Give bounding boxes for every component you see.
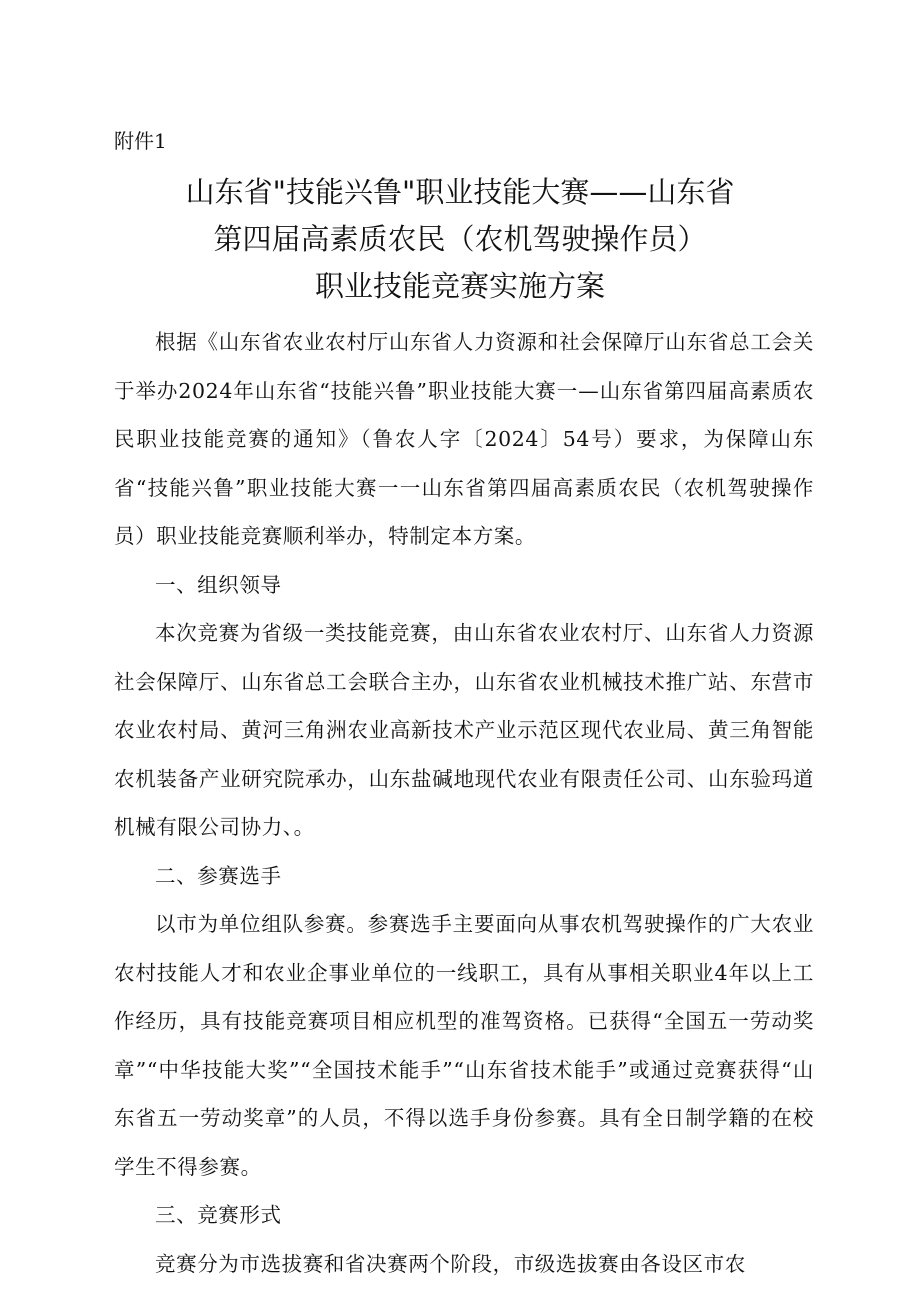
section-heading-format: 三、竞赛形式 xyxy=(155,1203,282,1227)
section-heading-participants: 二、参赛选手 xyxy=(155,863,282,888)
title-line-2: 第四届高素质农民（农机驾驶操作员） xyxy=(213,222,707,256)
organization-paragraph: 本次竞赛为省级一类技能竞赛，由山东省农业农村厅、山东省人力资源社会保障厅、山东省总工会联合主办，山东省农业机械技术推广站、东营市农业农村局、黄河三角洲农业高新技术产业示范区现代农业局、黄三角智能农机装备产业研究院承办，山东盐碱地现代农业有限责任公司、山东验玛道机械有限公司协力、。 xyxy=(114,621,814,839)
section-heading-organization: 一、组织领导 xyxy=(155,572,282,597)
attachment-label: 附件1 xyxy=(114,129,167,153)
participants-paragraph: 以市为单位组队参赛。参赛选手主要面向从事农机驾驶操作的广大农业农村技能人才和农业企事业单位的一线职工，具有从事相关职业4年以上工作经历，具有技能竞赛项目相应机型的准驾资格。已获得“全国五一劳动奖章”“中华技能大奖”“全国技术能手”“山东省技术能手”或通过竞赛获得“山东省五一劳动奖章”的人员，不得以选手身份参赛。具有全日制学籍的在校学生不得参赛。 xyxy=(114,912,814,1179)
format-paragraph: 竞赛分为市选拔赛和省决赛两个阶段，市级选拔赛由各设区市农 xyxy=(155,1251,746,1276)
title-line-1: 山东省"技能兴鲁"职业技能大赛——山东省 xyxy=(185,175,735,209)
intro-paragraph: 根据《山东省农业农村厅山东省人力资源和社会保障厅山东省总工会关于举办2024年山东省“技能兴鲁”职业技能大赛一—山东省第四届高素质农民职业技能竞赛的通知》（鲁农人字〔2024〕54号）要求，为保障山东省“技能兴鲁”职业技能大赛一一山东省第四届高素质农民（农机驾驶操作员）职业技能竞赛顺利举办，特制定本方案。 xyxy=(114,330,814,548)
document-body xyxy=(114,318,814,1288)
title-line-3: 职业技能竞赛实施方案 xyxy=(314,269,605,303)
